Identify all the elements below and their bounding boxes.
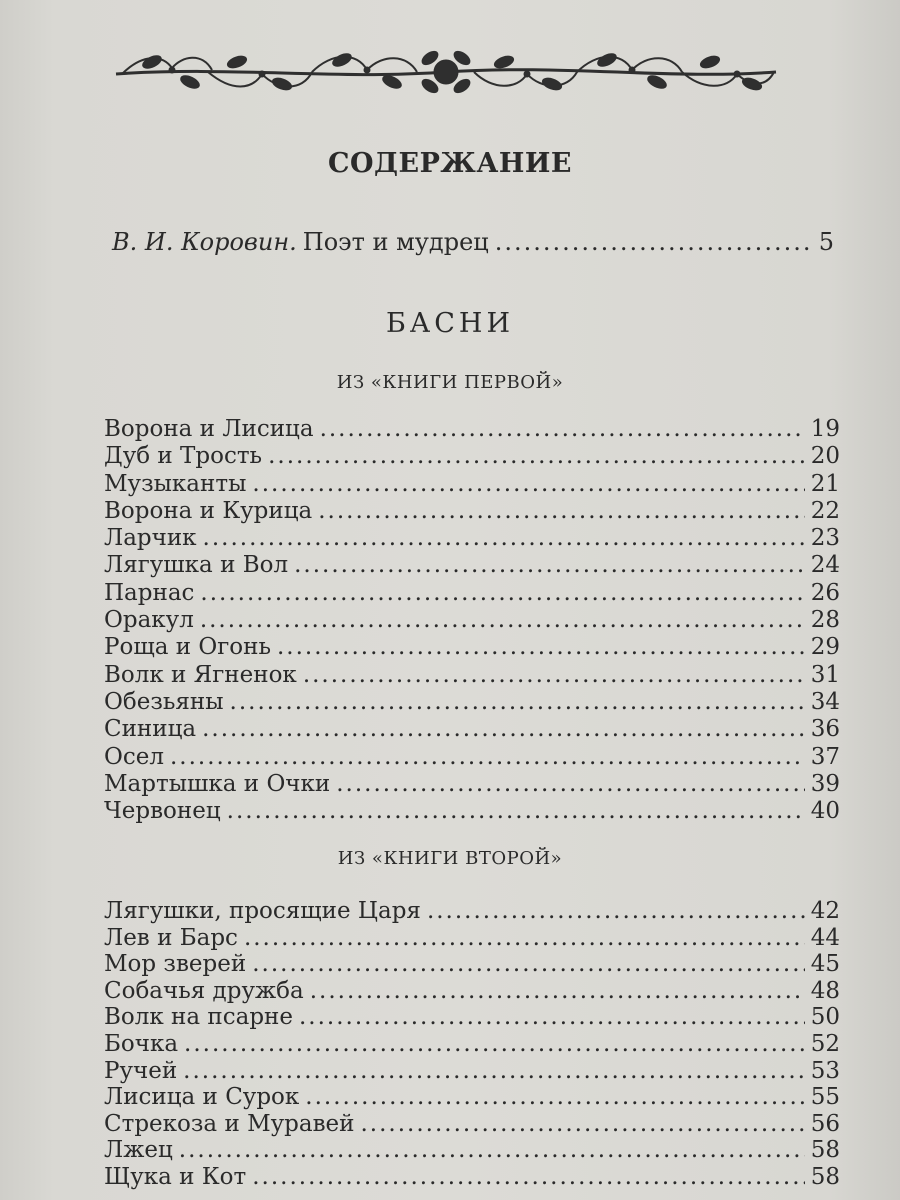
toc-entry[interactable] (104, 1031, 840, 1058)
entry-title: Щука и Кот (104, 1163, 247, 1190)
toc-entry[interactable] (104, 580, 840, 607)
intro-title: Поэт и мудрец (302, 228, 489, 256)
entry-title: Лисица и Сурок (104, 1084, 300, 1111)
dot-leader (299, 1004, 805, 1031)
entry-title: Музыканты (104, 470, 247, 497)
toc-entry[interactable] (104, 925, 840, 952)
toc-entry[interactable] (104, 898, 840, 925)
entry-title: Роща и Огонь (104, 634, 271, 661)
entry-page: 56 (810, 1110, 840, 1137)
entry-page: 28 (810, 607, 840, 634)
entry-title: Волк и Ягненок (104, 661, 297, 688)
toc-entry[interactable] (104, 471, 840, 498)
book2-heading: ИЗ «КНИГИ ВТОРОЙ» (337, 848, 563, 869)
dot-leader (252, 951, 805, 978)
entry-title: Осел (104, 743, 164, 770)
dot-leader (227, 798, 805, 825)
entry-page: 48 (810, 977, 840, 1004)
entry-page: 19 (810, 416, 840, 442)
entry-page: 31 (810, 661, 840, 688)
entry-page: 24 (810, 552, 840, 579)
entry-title: Лягушка и Вол (104, 552, 289, 579)
intro-page-number: 5 (818, 228, 834, 256)
entry-title: Лжец (104, 1137, 173, 1164)
dot-leader (361, 1111, 805, 1138)
dot-leader (320, 416, 805, 443)
section-heading: БАСНИ (385, 308, 515, 339)
toc-entry[interactable] (104, 1111, 840, 1138)
dot-leader (202, 716, 805, 743)
toc-entry[interactable] (104, 443, 840, 470)
entry-title: Ворона и Курица (104, 497, 313, 524)
dot-leader (184, 1031, 805, 1058)
dot-leader (179, 1137, 805, 1164)
toc-entry[interactable] (104, 607, 840, 634)
toc-entry[interactable] (104, 716, 840, 743)
toc-entry[interactable] (104, 1164, 840, 1191)
entry-title: Ларчик (104, 525, 197, 552)
dot-leader (203, 525, 805, 552)
entry-title: Оракул (104, 607, 194, 634)
entry-title: Лев и Барс (104, 924, 238, 951)
toc-entry[interactable] (104, 634, 840, 661)
dot-leader (268, 443, 805, 470)
book1-heading: ИЗ «КНИГИ ПЕРВОЙ» (336, 372, 564, 393)
dot-leader (252, 471, 804, 498)
entry-title: Мартышка и Очки (104, 770, 331, 797)
entry-title: Червонец (104, 798, 221, 825)
toc-entry[interactable] (104, 416, 840, 443)
entry-title: Дуб и Трость (104, 443, 263, 470)
toc-entry-intro[interactable] (112, 228, 834, 256)
toc-entry[interactable] (104, 951, 840, 978)
toc-entry[interactable] (104, 498, 840, 525)
dot-leader (310, 978, 805, 1005)
entry-page: 34 (810, 688, 840, 715)
dot-leader (183, 1058, 805, 1085)
book1-toc-list (104, 416, 840, 825)
entry-title: Синица (104, 716, 197, 743)
entry-page: 52 (810, 1030, 840, 1057)
entry-title: Ворона и Лисица (104, 416, 314, 442)
entry-page: 58 (810, 1137, 840, 1164)
entry-page: 45 (810, 951, 840, 978)
entry-page: 37 (810, 743, 840, 770)
toc-entry[interactable] (104, 1004, 840, 1031)
entry-page: 58 (810, 1163, 840, 1190)
entry-page: 22 (810, 497, 840, 524)
entry-title: Бочка (104, 1030, 179, 1057)
entry-page: 29 (810, 634, 840, 661)
toc-entry[interactable] (104, 798, 840, 825)
entry-page: 42 (810, 898, 840, 924)
entry-title: Ручей (104, 1057, 178, 1084)
entry-title: Обезьяны (104, 688, 224, 715)
entry-page: 36 (810, 716, 840, 743)
entry-page: 44 (810, 924, 840, 951)
toc-entry[interactable] (104, 1137, 840, 1164)
toc-entry[interactable] (104, 552, 840, 579)
dot-leader (336, 771, 805, 798)
entry-page: 53 (810, 1057, 840, 1084)
dot-leader (318, 498, 805, 525)
entry-title: Собачья дружба (104, 977, 304, 1004)
toc-entry[interactable] (104, 1084, 840, 1111)
dot-leader (303, 662, 805, 689)
intro-author: В. И. Коровин. (112, 228, 297, 256)
dot-leader (294, 552, 805, 579)
dot-leader (244, 925, 805, 952)
toc-entry[interactable] (104, 689, 840, 716)
entry-page: 50 (810, 1004, 840, 1031)
toc-entry[interactable] (104, 771, 840, 798)
entry-page: 55 (810, 1084, 840, 1111)
entry-title: Волк на псарне (104, 1004, 293, 1031)
entry-page: 26 (810, 579, 840, 606)
dot-leader (252, 1164, 805, 1191)
entry-page: 39 (810, 770, 840, 797)
entry-title: Мор зверей (104, 951, 247, 978)
entry-title: Парнас (104, 579, 195, 606)
dot-leader (230, 689, 805, 716)
dot-leader (200, 607, 805, 634)
toc-entry[interactable] (104, 1058, 840, 1085)
toc-entry[interactable] (104, 744, 840, 771)
entry-page: 40 (810, 798, 840, 825)
contents-heading: СОДЕРЖАНИЕ (328, 148, 572, 179)
entry-page: 21 (810, 470, 840, 497)
entry-title: Лягушки, просящие Царя (104, 898, 421, 924)
floral-ornament-icon (112, 44, 780, 100)
entry-title: Стрекоза и Муравей (104, 1110, 355, 1137)
toc-entry[interactable] (104, 525, 840, 552)
book2-toc-list (104, 898, 840, 1191)
dot-leader (495, 228, 813, 256)
dot-leader (170, 744, 805, 771)
dot-leader (427, 898, 805, 925)
toc-entry[interactable] (104, 978, 840, 1005)
entry-page: 20 (810, 443, 840, 470)
entry-page: 23 (810, 525, 840, 552)
dot-leader (277, 634, 805, 661)
toc-entry[interactable] (104, 662, 840, 689)
dot-leader (200, 580, 804, 607)
dot-leader (305, 1084, 804, 1111)
